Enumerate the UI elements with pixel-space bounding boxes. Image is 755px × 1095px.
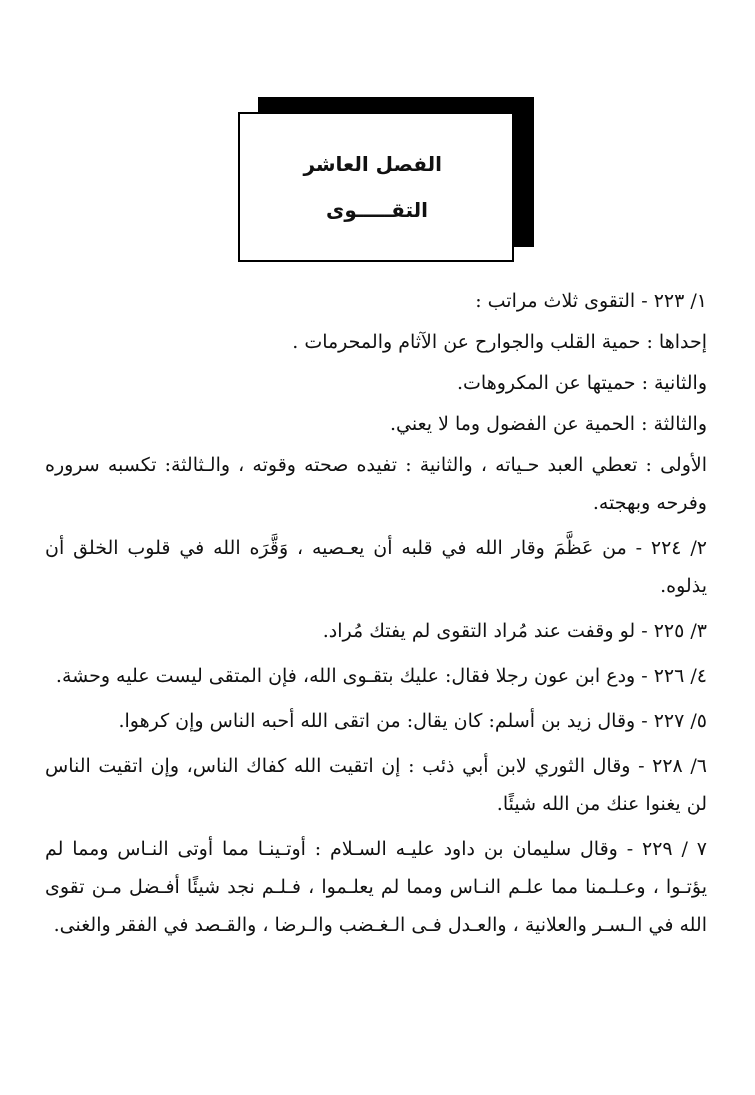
paragraph-227: ٥/ ٢٢٧ - وقال زيد بن أسلم: كان يقال: من اتقى الله أحبه الناس وإن كرهوا. [118, 710, 707, 732]
paragraph-first-level: إحداها : حمية القلب والجوارح عن الآثام والمحرمات . [292, 331, 707, 353]
paragraph-229: ٧ / ٢٢٩ - وقال سليمان بن داود عليـه السـلام : أوتـينـا مما أوتى النـاس ومما لم يؤتـوا ، وعـلـمنا مما علـم النـاس ومما لم يعلـموا ، فـلـم نجد شيئًا أفـضل مـن تقوى الله في الـسـر والعلانية ، والعـدل فـى الـغـضب والـرضا ، والقـصد في الفقر والغنى. [45, 838, 707, 936]
paragraph-228: ٦/ ٢٢٨ - وقال الثوري لابن أبي ذئب : إن اتقيت الله كفاك الناس، وإن اتقيت الناس لن يغنوا عنك من الله شيئًا. [45, 755, 707, 815]
chapter-header-box [238, 112, 514, 262]
paragraph-226: ٤/ ٢٢٦ - ودع ابن عون رجلا فقال: عليك بتقـوى الله، فإن المتقى ليست عليه وحشة. [55, 665, 707, 687]
paragraph-levels-benefits: الأولى : تعطي العبد حـياته ، والثانية : تفيده صحته وقوته ، والـثالثة: تكسبه سروره وفرحه وبهجته. [45, 454, 707, 514]
paragraph-second-level: والثانية : حميتها عن المكروهات. [456, 372, 707, 394]
chapter-subtitle: التقـــــوى [326, 198, 428, 222]
paragraph-224: ٢/ ٢٢٤ - من عَظَّمَ وقار الله في قلبه أن يعـصيه ، وَقَّرَه الله في قلوب الخلق أن يذلوه. [45, 537, 707, 597]
paragraph-225: ٣/ ٢٢٥ - لو وقفت عند مُراد التقوى لم يفتك مُراد. [322, 620, 707, 642]
chapter-body [45, 282, 707, 951]
chapter-title: الفصل العاشر [303, 152, 442, 176]
paragraph-223: ١/ ٢٢٣ - التقوى ثلاث مراتب : [475, 290, 707, 312]
paragraph-third-level: والثالثة : الحمية عن الفضول وما لا يعني. [389, 413, 707, 435]
